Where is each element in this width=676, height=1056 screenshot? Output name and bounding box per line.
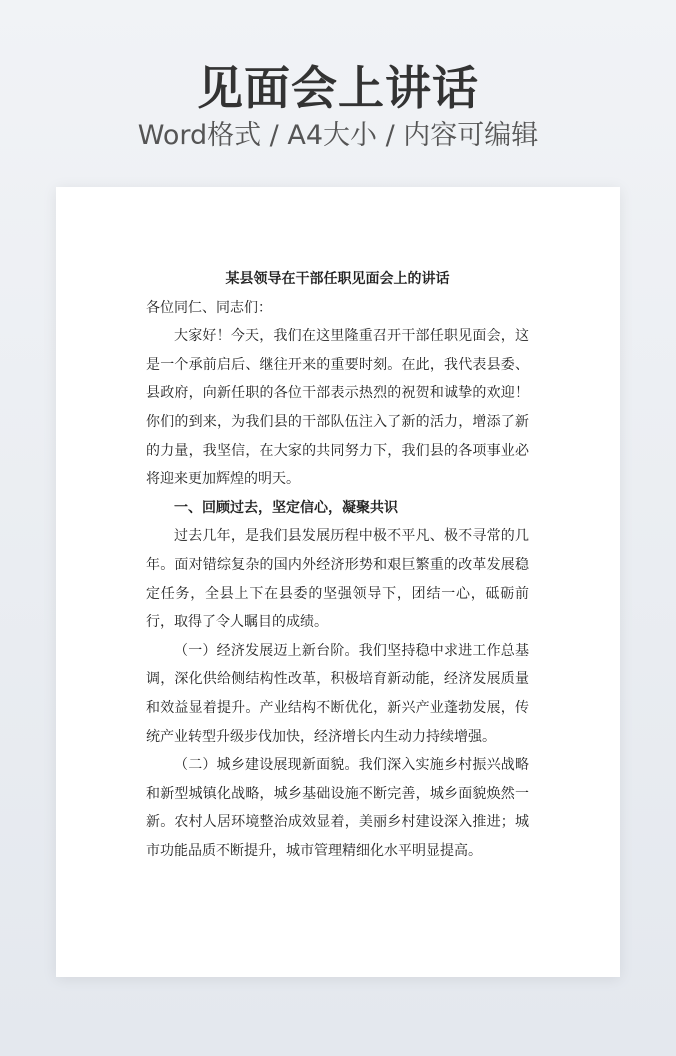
page-subtitle: Word格式 / A4大小 / 内容可编辑	[137, 120, 539, 151]
document-body	[146, 265, 529, 865]
document-title: 某县领导在干部任职见面会上的讲话	[225, 271, 450, 287]
salutation: 各位同仁、同志们：	[146, 299, 272, 316]
page-title: 见面会上讲话	[197, 61, 479, 115]
paragraph-urban-rural: （二）城乡建设展现新面貌。我们深入实施乡村振兴战略和新型城镇化战略，城乡基础设施不断完善，城乡面貌焕然一新。农村人居环境整治成效显着，美丽乡村建设深入推进；城市功能品质不断提升，城市管理精细化水平明显提高。	[146, 757, 529, 859]
paragraph-opening: 大家好！今天，我们在这里隆重召开干部任职见面会，这是一个承前启后、继往开来的重要时刻。在此，我代表县委、县政府，向新任职的各位干部表示热烈的祝贺和诚挚的欢迎！你们的到来，为我们县的干部队伍注入了新的活力，增添了新的力量，我坚信，在大家的共同努力下，我们县的各项事业必将迎来更加辉煌的明天。	[146, 328, 529, 488]
section-heading: 一、回顾过去，坚定信心，凝聚共识	[174, 499, 398, 516]
paragraph-economy: （一）经济发展迈上新台阶。我们坚持稳中求进工作总基调，深化供给侧结构性改革，积极培育新动能，经济发展质量和效益显着提升。产业结构不断优化，新兴产业蓬勃发展，传统产业转型升级步伐加快，经济增长内生动力持续增强。	[146, 642, 529, 745]
document-page	[56, 187, 620, 977]
paragraph-review: 过去几年，是我们县发展历程中极不平凡、极不寻常的几年。面对错综复杂的国内外经济形势和艰巨繁重的改革发展稳定任务，全县上下在县委的坚强领导下，团结一心，砥砺前行，取得了令人瞩目的成绩。	[146, 528, 529, 631]
